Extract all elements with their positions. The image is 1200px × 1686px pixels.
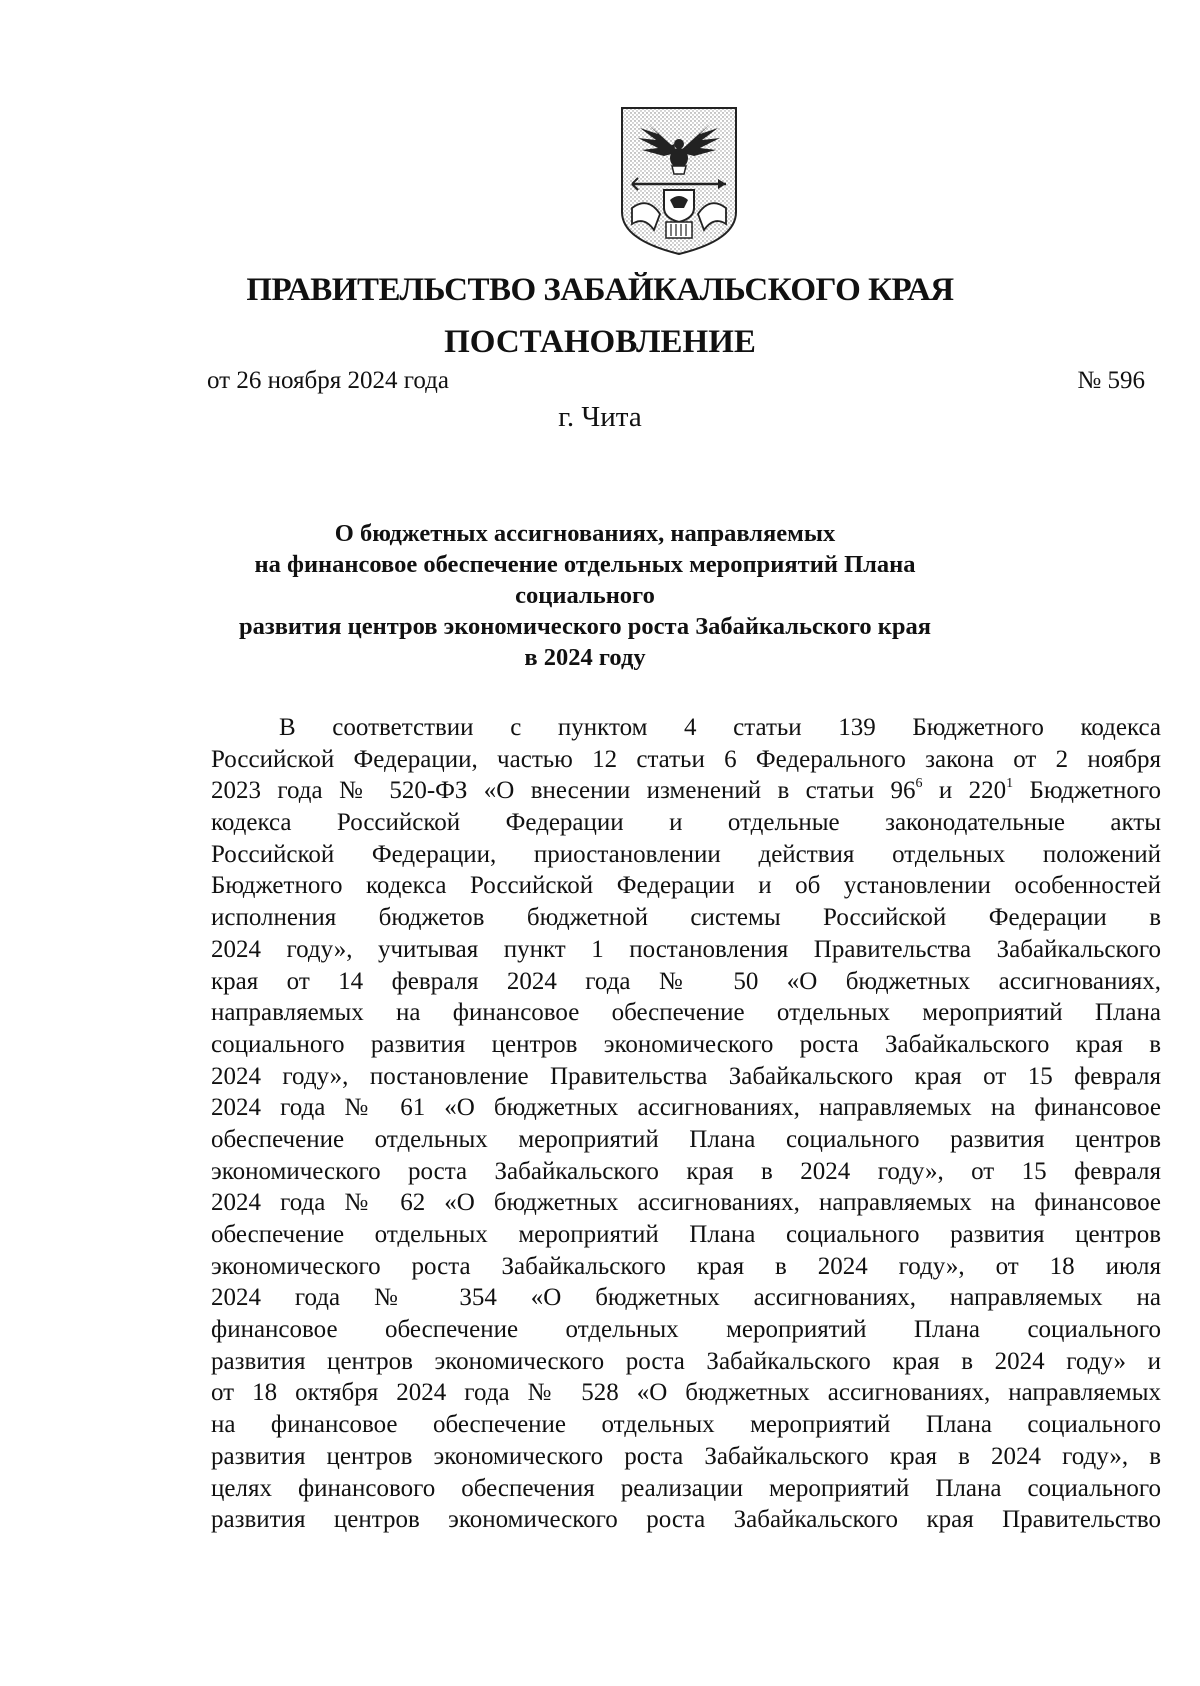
document-date: от 26 ноября 2024 года [207, 367, 449, 394]
body-line: 2024 году», постановление Правительства Забайкальского края от 15 февраля [211, 1062, 1161, 1090]
body-line: социального развития центров экономического роста Забайкальского края в [211, 1030, 1161, 1058]
body-line: Российской Федерации, приостановлении действия отдельных положений [211, 840, 1161, 868]
superscript: 1 [1006, 776, 1014, 792]
body-line [211, 775, 1161, 807]
body-line: кодекса Российской Федерации и отдельные законодательные акты [211, 809, 1161, 837]
body-line: В соответствии с пунктом 4 статьи 139 Бюджетного кодекса [279, 714, 1161, 741]
body-text-segment: и 220 [922, 777, 1007, 805]
body-text-segment: Бюджетного [1013, 777, 1161, 805]
body-text-segment: 2023 года № 520-ФЗ «О внесении изменений в статьи 96 [211, 777, 916, 805]
body-line: экономического роста Забайкальского края в 2024 году», от 15 февраля [211, 1157, 1161, 1185]
body-line: экономического роста Забайкальского края в 2024 году», от 18 июля [211, 1252, 1161, 1280]
body-line: края от 14 февраля 2024 года № 50 «О бюджетных ассигнованиях, [211, 967, 1161, 995]
body-line: 2024 года № 354 «О бюджетных ассигнованиях, направляемых на [211, 1284, 1161, 1312]
body-line: развития центров экономического роста Забайкальского края в 2024 году», в [211, 1442, 1161, 1470]
body-line: обеспечение отдельных мероприятий Плана социального развития центров [211, 1125, 1161, 1153]
body-line: от 18 октября 2024 года № 528 «О бюджетных ассигнованиях, направляемых [211, 1379, 1161, 1407]
document-city: г. Чита [558, 401, 642, 433]
subject-line: развития центров экономического роста Забайкальского края [238, 613, 932, 640]
body-line: обеспечение отдельных мероприятий Плана социального развития центров [211, 1221, 1161, 1248]
body-line: исполнения бюджетов бюджетной системы Российской Федерации в [211, 904, 1161, 932]
body-line: 2024 году», учитывая пункт 1 постановления Правительства Забайкальского [211, 935, 1161, 963]
body-line: направляемых на финансовое обеспечение отдельных мероприятий Плана [211, 999, 1161, 1027]
subject-line: О бюджетных ассигнованиях, направляемых [334, 520, 836, 547]
body-line: развития центров экономического роста Забайкальского края Правительство [211, 1506, 1161, 1534]
document-type: ПОСТАНОВЛЕНИЕ [444, 324, 756, 360]
coat-of-arms-emblem [618, 104, 740, 258]
body-line: Бюджетного кодекса Российской Федерации и об установлении особенностей [211, 872, 1161, 900]
superscript: 6 [915, 776, 923, 792]
document-subject [190, 518, 980, 673]
government-title: ПРАВИТЕЛЬСТВО ЗАБАЙКАЛЬСКОГО КРАЯ [246, 272, 954, 308]
subject-line: в 2024 году [524, 644, 646, 671]
body-line: финансовое обеспечение отдельных мероприятий Плана социального [211, 1316, 1161, 1344]
body-line: Российской Федерации, частью 12 статьи 6 Федерального закона от 2 ноября [211, 745, 1161, 773]
body-paragraph [211, 712, 1161, 1536]
body-line: целях финансового обеспечения реализации мероприятий Плана социального [211, 1474, 1161, 1502]
body-line: 2024 года № 61 «О бюджетных ассигнованиях, направляемых на финансовое [211, 1094, 1161, 1122]
body-line: 2024 года № 62 «О бюджетных ассигнованиях, направляемых на финансовое [211, 1189, 1161, 1217]
document-number: № 596 [1077, 367, 1145, 394]
subject-line: на финансовое обеспечение отдельных мероприятий Плана социального [254, 551, 916, 609]
body-line: на финансовое обеспечение отдельных мероприятий Плана социального [211, 1411, 1161, 1439]
body-line: развития центров экономического роста Забайкальского края в 2024 году» и [211, 1347, 1161, 1375]
